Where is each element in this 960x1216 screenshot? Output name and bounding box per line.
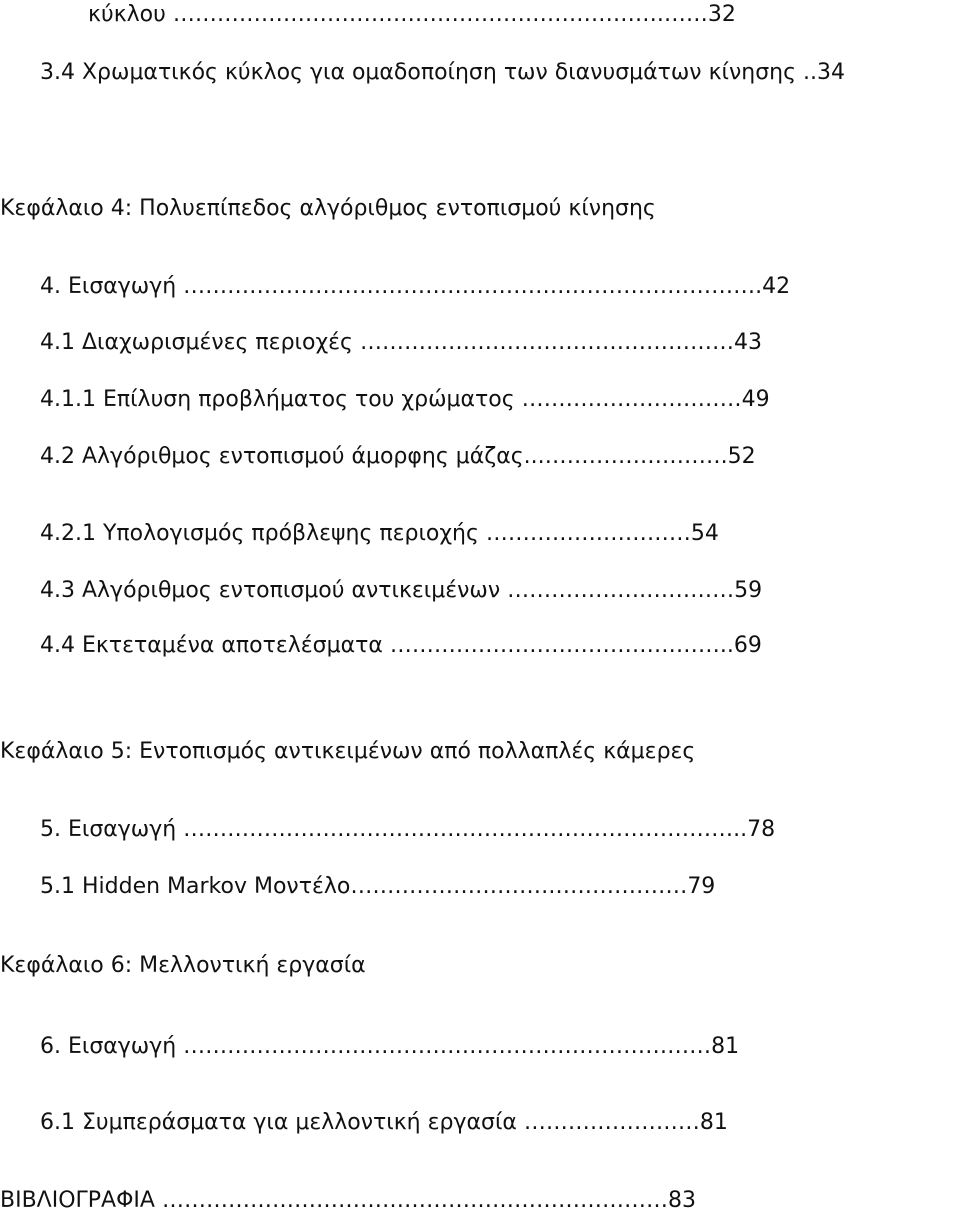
toc-entry-6: 6. Εισαγωγή ………………………………………………………………81 <box>40 1034 740 1059</box>
toc-entry-4-1-1: 4.1.1 Επίλυση προβλήματος του χρώματος …………………………49 <box>40 387 770 412</box>
toc-entry-bibliography: ΒΙΒΛΙΟΓΡΑΦΙΑ ……………………………………………………………83 <box>0 1188 696 1213</box>
toc-chapter-6: Κεφάλαιο 6: Μελλοντική εργασία <box>0 953 366 978</box>
toc-entry-5-1: 5.1 Hidden Markov Μοντέλο……………………….………………79 <box>40 874 716 899</box>
toc-entry-4-4: 4.4 Εκτεταμένα αποτελέσματα ………………………………………..69 <box>40 633 762 658</box>
toc-entry-4-2: 4.2 Αλγόριθμος εντοπισμού άμορφης μάζας...…………………….52 <box>40 444 756 469</box>
toc-entry-4-2-1: 4.2.1 Υπολογισμός πρόβλεψης περιοχής …………….…………54 <box>40 521 719 546</box>
toc-entry-4: 4. Εισαγωγή …………………………………………………………………….42 <box>40 274 791 299</box>
toc-entry-5: 5. Εισαγωγή …………………………………………………………………..78 <box>40 817 776 842</box>
toc-chapter-4: Κεφάλαιο 4: Πολυεπίπεδος αλγόριθμος εντοπισμού κίνησης <box>0 196 656 221</box>
toc-entry-4-3: 4.3 Αλγόριθμος εντοπισμού αντικειμένων ……………….…………59 <box>40 578 763 603</box>
toc-entry-3-4: 3.4 Χρωματικός κύκλος για ομαδοποίηση των διανυσμάτων κίνησης ..34 <box>40 60 845 85</box>
toc-entry-6-1: 6.1 Συμπεράσματα για μελλοντική εργασία ……………………81 <box>40 1110 728 1135</box>
toc-entry-cont-kyklou: κύκλου ………………………………………………………….……32 <box>88 2 736 27</box>
toc-chapter-5: Κεφάλαιο 5: Εντοπισμός αντικειμένων από πολλαπλές κάμερες <box>0 739 696 764</box>
toc-entry-4-1: 4.1 Διαχωρισμένες περιοχές ……………………………………………43 <box>40 330 762 355</box>
